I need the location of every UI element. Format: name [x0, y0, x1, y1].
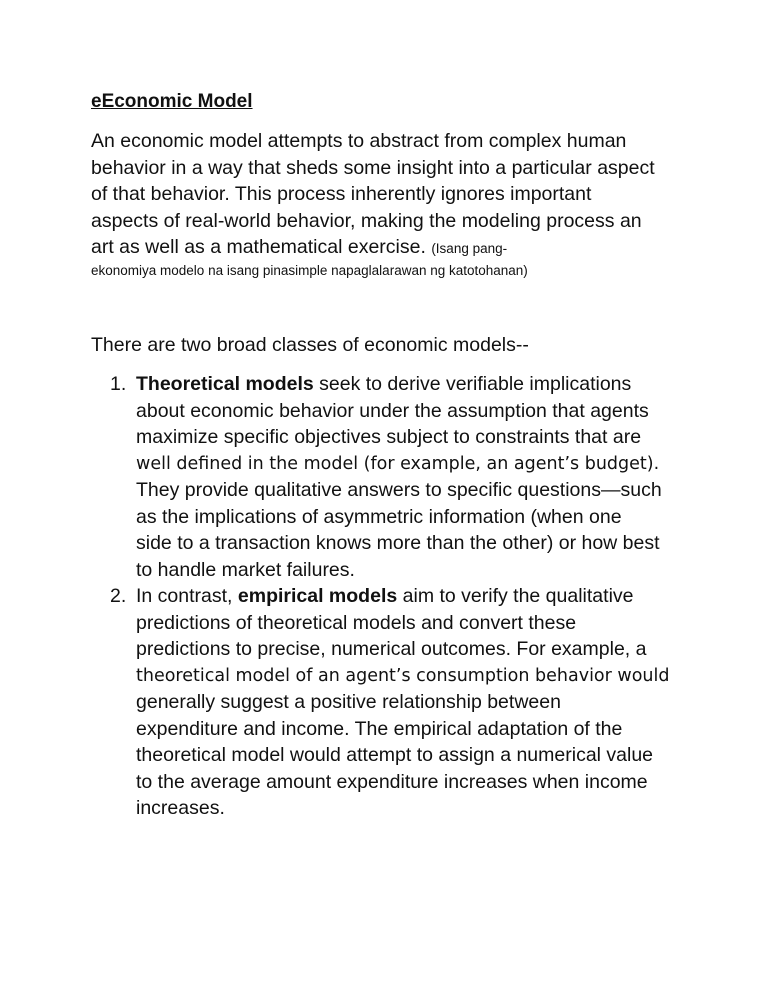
list-item: [91, 371, 711, 583]
term-empirical-models: empirical models: [237, 585, 398, 607]
intro-line: behavior in a way that sheds some insight into a particular aspect: [91, 156, 655, 179]
list-line: expenditure and income. The empirical adaptation of the: [136, 717, 623, 740]
model-classes-list: [91, 371, 711, 822]
list-line: theoretical model of an agent’s consumption behavior would: [136, 665, 670, 686]
list-line: maximize specific objectives subject to constraints that are: [136, 426, 642, 448]
intro-note-start: (Isang pang-: [431, 241, 508, 256]
list-line: They provide qualitative answers to specific questions—such: [136, 479, 662, 501]
list-line: to the average amount expenditure increases when income: [136, 770, 648, 793]
list-line: [136, 371, 711, 398]
list-number: 2.: [110, 585, 127, 607]
term-theoretical-models: Theoretical models: [136, 373, 314, 395]
intro-note-end: ekonomiya modelo na isang pinasimple napaglalarawan ng katotohanan): [91, 262, 528, 278]
list-item: [91, 583, 711, 822]
list-line-rest: seek to derive verifiable implications: [313, 373, 632, 395]
list-line: predictions to precise, numerical outcomes. For example, a: [136, 638, 647, 660]
list-line: side to a transaction knows more than the other) or how best: [136, 532, 660, 554]
classes-lead: There are two broad classes of economic models--: [91, 334, 529, 356]
document-title: eEconomic Model: [91, 91, 253, 112]
intro-last-line: art as well as a mathematical exercise.: [91, 236, 426, 258]
list-line-prefix: In contrast,: [136, 585, 238, 607]
list-line: to handle market failures.: [136, 558, 355, 581]
list-line: theoretical model would attempt to assign a numerical value: [136, 744, 654, 766]
intro-line: An economic model attempts to abstract from complex human: [91, 130, 627, 152]
intro-line: [91, 234, 691, 261]
list-line: predictions of theoretical models and convert these: [136, 611, 577, 634]
list-number: 1.: [110, 373, 127, 395]
intro-line: of that behavior. This process inherently ignores important: [91, 183, 592, 205]
intro-paragraph: [91, 128, 691, 281]
list-line: well defined in the model (for example, an agent’s budget).: [136, 453, 660, 474]
intro-line: aspects of real-world behavior, making the modeling process an: [91, 209, 642, 232]
list-line: [136, 583, 711, 610]
list-line: increases.: [136, 797, 225, 819]
list-line: generally suggest a positive relationship between: [136, 691, 561, 713]
list-line-rest: aim to verify the qualitative: [397, 585, 634, 607]
list-line: as the implications of asymmetric information (when one: [136, 505, 622, 528]
list-line: about economic behavior under the assumption that agents: [136, 399, 649, 422]
